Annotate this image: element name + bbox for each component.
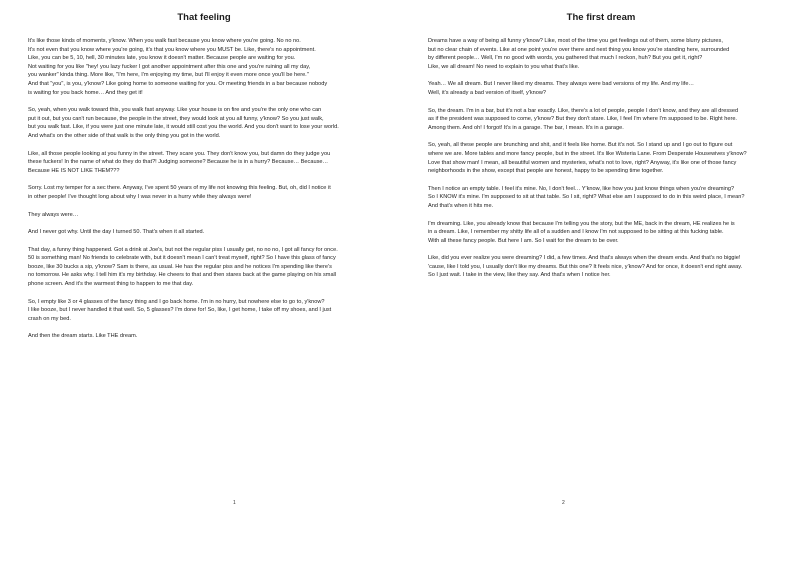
page-number: 1 [233,500,236,506]
page-title: That feeling [177,12,231,23]
text-line: 50 is something man! No friends to celebrate with, but it doesn't mean I can't treat myself, right? So I have this glass of fancy [28,255,336,262]
text-line: crash on my bed. [28,315,71,322]
paragraph [428,141,774,175]
paragraph [28,298,380,324]
text-line: Well, it's already a bad version of itself, y'know? [428,89,547,96]
text-line: Sorry. Lost my temper for a sec there. Anyway, I've spent 50 years of my life not knowing this feeling. But, oh, did I notice it [28,185,331,192]
paragraph [28,332,380,341]
paragraph [428,107,774,133]
text-line: Then I notice an empty table. I feel it's mine. No, I don't feel… Y'know, like how you just know things when you're dreaming? [428,185,735,192]
text-line: in other people! I've thought long about why I was never in a hurry while they always were! [28,193,252,200]
paragraph [28,150,380,176]
paragraph [28,37,380,97]
text-line: as if the president was supposed to come, y'know? But they don't stare. Like, I feel I'm where I'm supposed to be. Right here. [428,116,737,123]
text-line: That day, a funny thing happened. Got a drink at Joe's, but not the regular piss I usually get, no no no, I got all fancy for once. [28,246,338,253]
page-body [428,37,774,280]
text-line: these fuckers! In the name of what do they do that?! Judging someone? Because he is in a hurry? Because… Because… [28,159,329,166]
text-line: So, I empty like 3 or 4 glasses of the fancy thing and I go back home. I'm in no hurry, but nowhere else to go to, y'know? [28,298,325,305]
paragraph [28,246,380,289]
paragraph [428,185,774,211]
text-line: is waiting for you back home… And they get it! [28,89,143,96]
text-line: no tomorrow. He asks why. I tell him it's my birthday. He cheers to that and then stares back at the game playing on his small [28,272,337,279]
page-title: The first dream [566,12,636,23]
page-body [28,37,380,341]
text-line: in a dream. Like, I remember my shitty life all of a sudden and I know I'm not supposed to be sitting at this fucking table. [428,229,724,236]
paragraph [28,228,380,237]
paragraph [28,211,380,220]
text-line: Not waiting for you like "hey! you lazy fucker I got another appointment after this one and you're ruining all my day, [28,63,311,70]
text-line: And that's when it hits me. [428,202,494,209]
text-line: And then the dream starts. Like THE dream. [28,333,138,340]
text-line: Love that show man! I mean, all beautiful women and mysteries, what's not to love, right? Anyway, it's like one of those fancy [428,159,737,166]
text-line: phone screen. And it's the warmest thing to happen to me that day. [28,281,194,288]
text-line: And that "you", is you, y'know? Like going home to someone waiting for you. Or meeting friends in a bar because nobody [28,80,328,87]
paragraph [28,106,380,140]
text-line: It's not even that you know where you're going, it's that you know where you MUST be. Like, there's no appointment. [28,46,316,53]
text-line: And I never got why. Until the day I turned 50. That's when it all started. [28,229,205,236]
text-line: So I just wait. I take in the view, like they say. And that's when I notice her. [428,272,611,279]
text-line: Dreams have a way of being all funny y'know? Like, most of the time you get feelings out of them, some blurry pictures, [428,38,723,44]
text-line: It's like those kinds of moments, y'know. When you walk fast because you know where you're going. No no no. [28,38,301,44]
right-page [400,0,800,567]
text-line: So, yeah, when you walk toward this, you walk fast anyway. Like your house is on fire and you're the only one who can [28,107,322,114]
paragraph [428,254,774,280]
text-line: where we are. More tables and more fancy people, but in the street. It's like Wisteria Lane. From Desperate Housewives y'know? [428,150,747,157]
text-line: by different people… Well, I'm no good with words, you gathered that much I reckon, huh? But you get it, right? [428,55,703,62]
text-line: Like, did you ever realize you were dreaming? I did, a few times. And that's always when the dream ends. And that's no biggie! [428,255,741,262]
text-line: And what's on the other side of that walk is the only thing you got in the world. [28,132,221,139]
text-line: Like, we all dream! No need to explain to you what that's like. [428,63,580,70]
text-line: Yeah… We all dream. But I never liked my dreams. They always were bad versions of my life. And my life… [428,81,695,88]
text-line: Like, you can be 5, 10, hell, 30 minutes late, you know it doesn't matter. Because people are waiting for you. [28,55,296,62]
text-line: With all these fancy people. But here I am. So I wait for the dream to be over. [428,237,619,244]
text-line: Among them. And oh! I forgot! It's in a garage. The bar, I mean. It's in a garage. [428,124,624,131]
paragraph [428,220,774,246]
paragraph [28,184,380,201]
text-line: So I KNOW it's mine. I'm supposed to sit at that table. So I sit, right? What else am I supposed to do in this weird place, I mean? [428,194,745,201]
text-line: They always were… [28,211,79,218]
text-line: you wanker" kinda thing. More like, "I'm here, I'm enjoying my time, but I'll enjoy it even more once you'll be here." [28,72,309,79]
text-line: So, the dream. I'm in a bar, but it's not a bar exactly. Like, there's a lot of people, people I don't know, and they are all dressed [428,107,739,114]
text-line: Because HE IS NOT LIKE THEM??? [28,167,120,174]
text-line: I like booze, but I never handled it that well. So, 5 glasses? I'm done for! So, like, I get home, I take off my shoes, and I just [28,307,332,314]
text-line: put it out, but you can't run because, the people in the street, they would look at you all funny, y'know? So you just walk, [28,115,324,122]
text-line: neighborhoods in the show, except that people are honest, happy to be spending time together. [428,168,664,175]
text-line: booze, like 30 bucks a sip, y'know? Sam is there, as usual. He has the regular piss and he notices I'm spending like there's [28,263,332,270]
page-number: 2 [562,500,565,506]
paragraph [428,80,774,97]
text-line: Like, all those people looking at you funny in the street. They scare you. They don't know you, but damn do they judge you [28,150,331,157]
text-line: 'cause, like I told you, I usually don't like my dreams. But this one? It feels nice, y'know? And for once, it doesn't end right away. [428,263,743,270]
paragraph [428,37,774,71]
text-line: So, yeah, all these people are brunching and shit, and it feels like home. But it's not. So I stand up and I go out to figure out [428,142,733,149]
text-line: but you walk fast. Like, if you were just one minute late, it would still cost you the world. And you don't want to lose your world. [28,124,339,131]
text-line: but no clear chain of events. Like at one point you're over there and next thing you know you're standing here, surrounded [428,46,730,53]
text-line: I'm dreaming. Like, you already know that because I'm telling you the story, but the ME, back in the dream, HE realizes he is [428,220,735,227]
